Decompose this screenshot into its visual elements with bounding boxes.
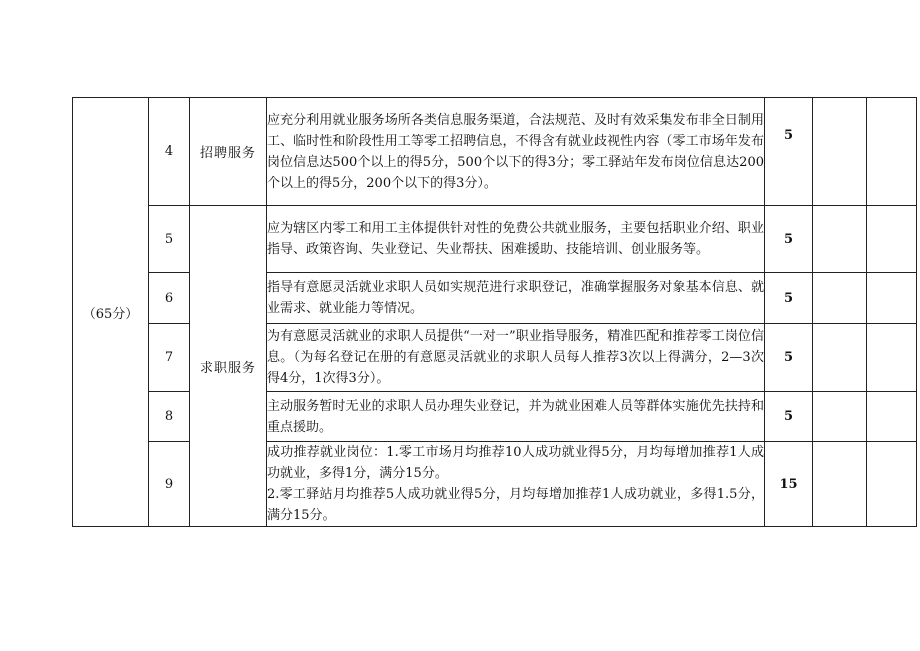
table-row <box>73 98 917 206</box>
service-item: 求职服务 <box>190 206 267 527</box>
requirement-text: 主动服务暂时无业的求职人员办理失业登记，并为就业困难人员等群体实施优先扶持和重点援助。 <box>267 392 765 442</box>
empty-cell <box>813 273 867 324</box>
empty-cell <box>813 206 867 273</box>
empty-cell <box>867 273 917 324</box>
service-item: 招聘服务 <box>190 98 267 206</box>
requirement-text: 指导有意愿灵活就业求职人员如实规范进行求职登记，准确掌握服务对象基本信息、就业需求、就业能力等情况。 <box>267 273 765 324</box>
score-value: 5 <box>765 324 813 392</box>
empty-cell <box>813 324 867 392</box>
scoring-table <box>72 97 917 527</box>
score-value: 5 <box>765 98 813 206</box>
requirement-text: 应充分利用就业服务场所各类信息服务渠道，合法规范、及时有效采集发布非全日制用工、临时性和阶段性用工等零工招聘信息，不得含有就业歧视性内容（零工市场年发布岗位信息达500个以上的得5分，500个以下的得3分；零工驿站年发布岗位信息达200个以上的得5分，200个以下的得3分）。 <box>267 98 765 206</box>
empty-cell <box>867 392 917 442</box>
requirement-text: 为有意愿灵活就业的求职人员提供“一对一”职业指导服务，精准匹配和推荐零工岗位信息。（为每名登记在册的有意愿灵活就业的求职人员每人推荐3次以上得满分，2—3次得4分，1次得3分）。 <box>267 324 765 392</box>
empty-cell <box>813 392 867 442</box>
row-number: 5 <box>149 206 190 273</box>
row-number: 7 <box>149 324 190 392</box>
empty-cell <box>867 442 917 527</box>
score-value: 15 <box>765 442 813 527</box>
empty-cell <box>813 98 867 206</box>
table-row <box>73 206 917 273</box>
score-value: 5 <box>765 392 813 442</box>
requirement-text: 应为辖区内零工和用工主体提供针对性的免费公共就业服务，主要包括职业介绍、职业指导、政策咨询、失业登记、失业帮扶、困难援助、技能培训、创业服务等。 <box>267 206 765 273</box>
row-number: 6 <box>149 273 190 324</box>
category-points: （65分） <box>82 306 139 322</box>
score-value: 5 <box>765 273 813 324</box>
empty-cell <box>867 98 917 206</box>
row-number: 9 <box>149 442 190 527</box>
score-value: 5 <box>765 206 813 273</box>
row-number: 4 <box>149 98 190 206</box>
empty-cell <box>867 206 917 273</box>
requirement-text: 成功推荐就业岗位：1.零工市场月均推荐10人成功就业得5分，月均每增加推荐1人成功就业，多得1分，满分15分。 2.零工驿站月均推荐5人成功就业得5分，月均每增加推荐1人成功就业，多得1.5分，满分15分。 <box>267 442 765 527</box>
empty-cell <box>813 442 867 527</box>
row-number: 8 <box>149 392 190 442</box>
category-cell <box>73 98 149 527</box>
empty-cell <box>867 324 917 392</box>
